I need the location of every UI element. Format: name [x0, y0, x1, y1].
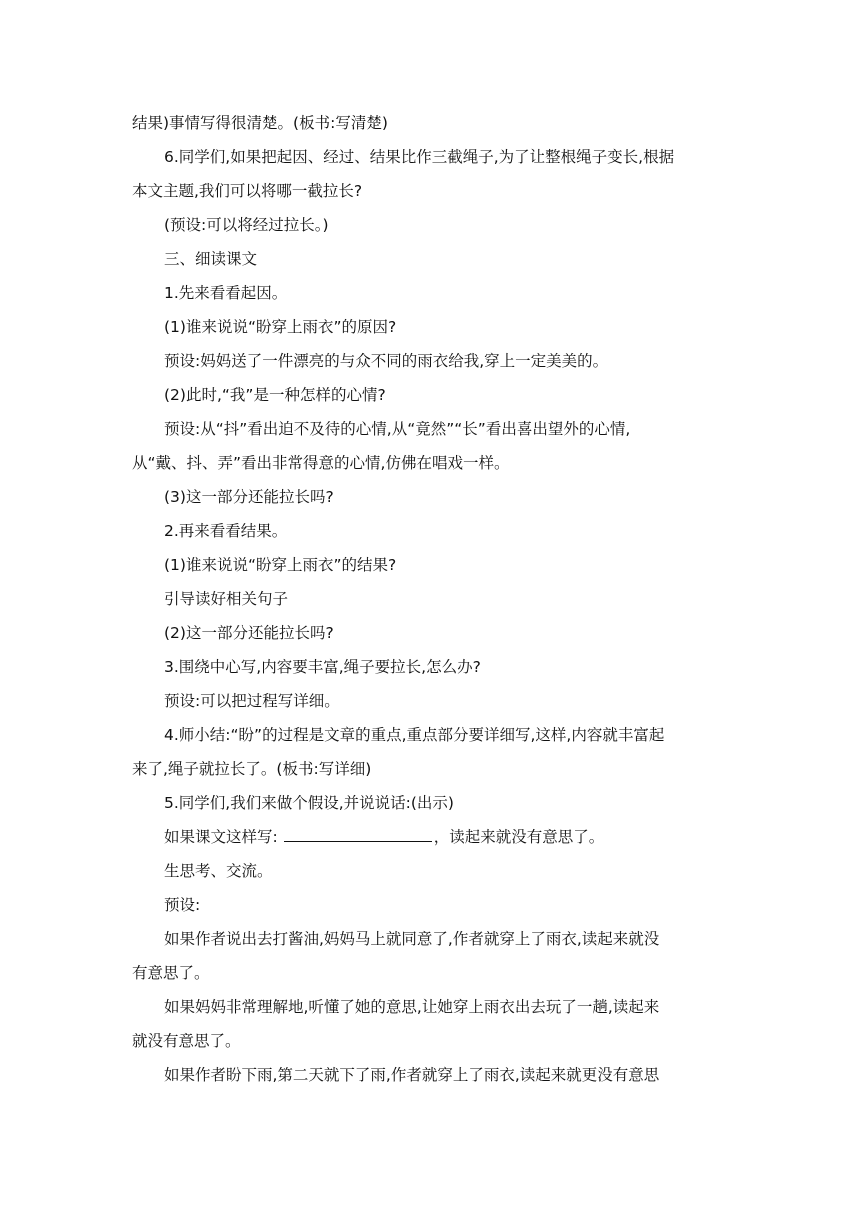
fill-in-blank [284, 827, 432, 842]
text-line: 如果作者说出去打酱油,妈妈马上就同意了,作者就穿上了雨衣,读起来就没 [164, 930, 660, 948]
text-line: 结果)事情写得很清楚。(板书:写清楚) [132, 114, 388, 132]
text-line: (2)这一部分还能拉长吗? [164, 624, 334, 642]
text-line: 有意思了。 [132, 964, 210, 982]
text-line: 来了,绳子就拉长了。(板书:写详细) [132, 760, 372, 778]
text-line: 4.师小结:“盼”的过程是文章的重点,重点部分要详细写,这样,内容就丰富起 [164, 726, 665, 744]
text-line: (预设:可以将经过拉长。) [164, 216, 329, 234]
text-line: (1)谁来说说“盼穿上雨衣”的原因? [164, 318, 397, 336]
text-line: (3)这一部分还能拉长吗? [164, 488, 334, 506]
text-line: 预设: [164, 896, 201, 914]
fill-in-line [132, 820, 732, 854]
text-line: 从“戴、抖、弄”看出非常得意的心情,仿佛在唱戏一样。 [132, 454, 510, 472]
text-line: 预设:可以把过程写详细。 [164, 692, 340, 710]
text-line: 预设:从“抖”看出迫不及待的心情,从“竟然”“长”看出喜出望外的心情, [164, 420, 631, 438]
text-line: 2.再来看看结果。 [164, 522, 288, 540]
document-body [132, 106, 732, 1092]
fill-in-prefix: 如果课文这样写: [164, 828, 278, 846]
text-line: 生思考、交流。 [164, 862, 273, 880]
text-line: 引导读好相关句子 [164, 590, 289, 608]
text-line: (1)谁来说说“盼穿上雨衣”的结果? [164, 556, 397, 574]
text-line: 预设:妈妈送了一件漂亮的与众不同的雨衣给我,穿上一定美美的。 [164, 352, 609, 370]
text-line: (2)此时,“我”是一种怎样的心情? [164, 386, 386, 404]
section-heading: 三、细读课文 [164, 250, 258, 268]
text-line: 1.先来看看起因。 [164, 284, 288, 302]
text-line: 如果妈妈非常理解地,听懂了她的意思,让她穿上雨衣出去玩了一趟,读起来 [164, 998, 660, 1016]
text-line: 5.同学们,我们来做个假设,并说说话:(出示) [164, 794, 454, 812]
text-line: 3.围绕中心写,内容要丰富,绳子要拉长,怎么办? [164, 658, 481, 676]
text-line: 如果作者盼下雨,第二天就下了雨,作者就穿上了雨衣,读起来就更没有意思 [164, 1066, 660, 1084]
text-line: 就没有意思了。 [132, 1032, 241, 1050]
text-line: 6.同学们,如果把起因、经过、结果比作三截绳子,为了让整根绳子变长,根据 [164, 148, 675, 166]
text-line: 本文主题,我们可以将哪一截拉长? [132, 182, 363, 200]
fill-in-suffix: ，读起来就没有意思了。 [433, 828, 605, 846]
